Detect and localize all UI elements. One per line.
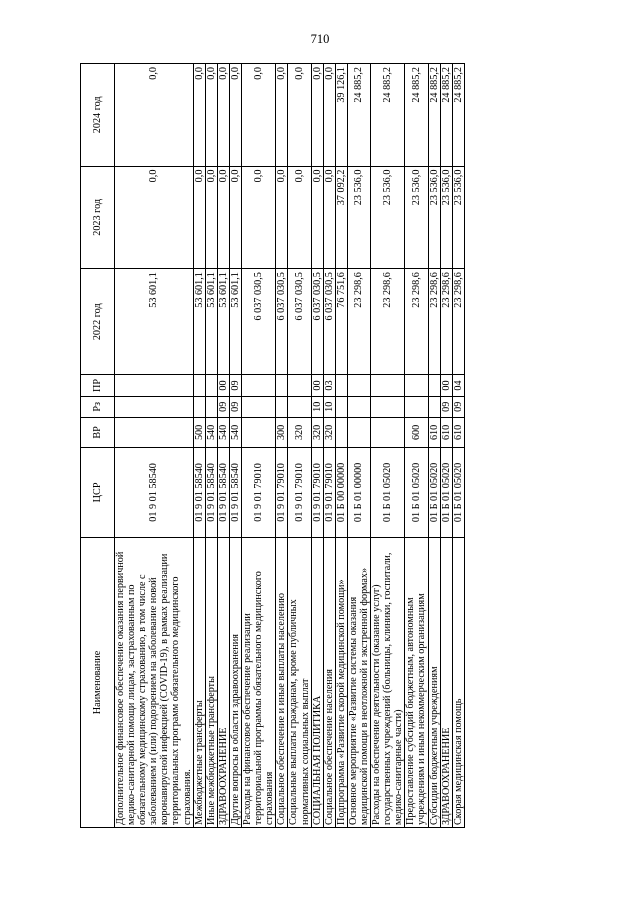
cell-name: Межбюджетные трансферты: [193, 537, 205, 827]
cell-pr: 00: [217, 375, 229, 396]
cell-rz: [276, 396, 288, 417]
cell-csr: 01 9 01 58540: [205, 447, 217, 537]
cell-2023: 23 536,0: [347, 166, 370, 269]
cell-2024: 0,0: [229, 64, 241, 167]
cell-name: Предоставление субсидий бюджетным, автономным учреждениям и иным некоммерческим организациям: [405, 537, 428, 827]
cell-vr: [347, 417, 370, 447]
cell-2024: 0,0: [288, 64, 311, 167]
cell-rz: [193, 396, 205, 417]
cell-2023: 0,0: [217, 166, 229, 269]
cell-pr: [428, 375, 440, 396]
cell-csr: 01 9 01 79010: [288, 447, 311, 537]
cell-rz: [335, 396, 347, 417]
cell-2024: 24 885,2: [428, 64, 440, 167]
cell-csr: 01 Б 01 00000: [347, 447, 370, 537]
cell-pr: 04: [452, 375, 464, 396]
cell-2023: 0,0: [276, 166, 288, 269]
cell-csr: 01 Б 01 05020: [452, 447, 464, 537]
table-row: [193, 64, 205, 828]
cell-pr: [371, 375, 405, 396]
cell-pr: 00: [311, 375, 323, 396]
page-number: 710: [310, 32, 330, 46]
cell-vr: [242, 417, 276, 447]
cell-vr: 320: [311, 417, 323, 447]
table-row: [276, 64, 288, 828]
cell-csr: 01 9 01 58540: [115, 447, 194, 537]
cell-2024: 24 885,2: [371, 64, 405, 167]
cell-2024: 24 885,2: [452, 64, 464, 167]
header-vr: ВР: [81, 417, 115, 447]
cell-2023: 0,0: [115, 166, 194, 269]
cell-2024: 0,0: [311, 64, 323, 167]
cell-vr: 610: [452, 417, 464, 447]
budget-table: [80, 63, 465, 828]
cell-2022: 53 601,1: [205, 269, 217, 375]
table-row: [311, 64, 323, 828]
cell-2022: 6 037 030,5: [288, 269, 311, 375]
cell-csr: 01 Б 01 05020: [440, 447, 452, 537]
cell-2024: 0,0: [323, 64, 335, 167]
cell-csr: 01 Б 00 00000: [335, 447, 347, 537]
cell-vr: 540: [205, 417, 217, 447]
header-year-2023: 2023 год: [81, 166, 115, 269]
cell-2022: 23 298,6: [428, 269, 440, 375]
cell-2024: 0,0: [242, 64, 276, 167]
header-year-2022: 2022 год: [81, 269, 115, 375]
cell-pr: 03: [323, 375, 335, 396]
cell-pr: 09: [229, 375, 241, 396]
cell-rz: [205, 396, 217, 417]
cell-name: Социальное обеспечение и иные выплаты населению: [276, 537, 288, 827]
table-row: [229, 64, 241, 828]
cell-name: Социальные выплаты гражданам, кроме публичных нормативных социальных выплат: [288, 537, 311, 827]
header-rz: Рз: [81, 396, 115, 417]
cell-2022: 53 601,1: [193, 269, 205, 375]
cell-2022: 23 298,6: [347, 269, 370, 375]
header-name: Наименование: [81, 537, 115, 827]
cell-pr: [193, 375, 205, 396]
cell-rz: [405, 396, 428, 417]
cell-2024: 24 885,2: [405, 64, 428, 167]
cell-2023: 0,0: [242, 166, 276, 269]
cell-name: ЗДРАВООХРАНЕНИЕ: [217, 537, 229, 827]
cell-vr: 540: [229, 417, 241, 447]
cell-vr: 500: [193, 417, 205, 447]
cell-2023: 0,0: [229, 166, 241, 269]
cell-2022: 23 298,6: [440, 269, 452, 375]
cell-2022: 6 037 030,5: [323, 269, 335, 375]
table-row: [428, 64, 440, 828]
cell-2024: 24 885,2: [440, 64, 452, 167]
table-row: [205, 64, 217, 828]
table-row: [115, 64, 194, 828]
cell-2022: 76 751,6: [335, 269, 347, 375]
rotated-page-content: [80, 63, 562, 828]
cell-2023: 23 536,0: [405, 166, 428, 269]
cell-2024: 0,0: [205, 64, 217, 167]
cell-name: Дополнительное финансовое обеспечение оказания первичной медико-санитарной помощи лицам, застрахованным по обязательному медицинскому страхованию, в том числе с заболеванием и (или) подозрением на заболевание новой коронавирусной инфекцией (COVID-19), в рамках реализации территориальных программ обязательного медицинского страхования.: [115, 537, 194, 827]
cell-2024: 0,0: [276, 64, 288, 167]
cell-csr: 01 9 01 79010: [242, 447, 276, 537]
cell-name: Другие вопросы в области здравоохранения: [229, 537, 241, 827]
cell-2022: 53 601,1: [217, 269, 229, 375]
cell-name: Расходы на обеспечение деятельности (оказание услуг) государственных учреждений (больницы, клиники, госпитали, медико-санитарные части): [371, 537, 405, 827]
cell-name: Подпрограмма «Развитие скорой медицинской помощи»: [335, 537, 347, 827]
cell-2022: 23 298,6: [371, 269, 405, 375]
cell-2022: 6 037 030,5: [276, 269, 288, 375]
cell-pr: [115, 375, 194, 396]
cell-pr: [205, 375, 217, 396]
cell-2022: 6 037 030,5: [242, 269, 276, 375]
cell-2022: 53 601,1: [115, 269, 194, 375]
cell-2023: 0,0: [288, 166, 311, 269]
cell-name: Скорая медицинская помощь: [452, 537, 464, 827]
cell-csr: 01 9 01 79010: [311, 447, 323, 537]
cell-csr: 01 9 01 79010: [276, 447, 288, 537]
cell-pr: [347, 375, 370, 396]
cell-rz: 10: [323, 396, 335, 417]
cell-rz: 09: [217, 396, 229, 417]
cell-2023: 0,0: [205, 166, 217, 269]
cell-rz: 09: [452, 396, 464, 417]
cell-csr: 01 Б 01 05020: [405, 447, 428, 537]
cell-2023: 23 536,0: [428, 166, 440, 269]
cell-csr: 01 9 01 58540: [193, 447, 205, 537]
cell-csr: 01 9 01 58540: [229, 447, 241, 537]
cell-vr: 320: [323, 417, 335, 447]
cell-rz: 10: [311, 396, 323, 417]
cell-pr: [288, 375, 311, 396]
cell-2022: 23 298,6: [452, 269, 464, 375]
table-header-row: [81, 64, 115, 828]
cell-vr: 600: [405, 417, 428, 447]
cell-csr: 01 9 01 58540: [217, 447, 229, 537]
cell-name: Социальное обеспечение населения: [323, 537, 335, 827]
cell-vr: 610: [440, 417, 452, 447]
cell-name: Основное мероприятие «Развитие системы оказания медицинской помощи в неотложной и экстренной формах»: [347, 537, 370, 827]
header-csr: ЦСР: [81, 447, 115, 537]
table-row: [335, 64, 347, 828]
cell-vr: [115, 417, 194, 447]
cell-vr: 610: [428, 417, 440, 447]
table-row: [440, 64, 452, 828]
cell-2024: 0,0: [193, 64, 205, 167]
cell-2024: 0,0: [115, 64, 194, 167]
cell-2024: 24 885,2: [347, 64, 370, 167]
cell-vr: [335, 417, 347, 447]
cell-name: Расходы на финансовое обеспечение реализации территориальной программы обязательного медицинского страхования: [242, 537, 276, 827]
cell-2024: 39 126,1: [335, 64, 347, 167]
cell-name: СОЦИАЛЬНАЯ ПОЛИТИКА: [311, 537, 323, 827]
cell-csr: 01 Б 01 05020: [428, 447, 440, 537]
table-row: [217, 64, 229, 828]
cell-2022: 53 601,1: [229, 269, 241, 375]
table-row: [452, 64, 464, 828]
cell-vr: 300: [276, 417, 288, 447]
table-row: [288, 64, 311, 828]
cell-rz: [242, 396, 276, 417]
table-row: [371, 64, 405, 828]
cell-vr: [371, 417, 405, 447]
cell-vr: 320: [288, 417, 311, 447]
cell-pr: [405, 375, 428, 396]
cell-2023: 23 536,0: [452, 166, 464, 269]
cell-pr: 00: [440, 375, 452, 396]
cell-pr: [242, 375, 276, 396]
cell-pr: [335, 375, 347, 396]
cell-vr: 540: [217, 417, 229, 447]
cell-name: ЗДРАВООХРАНЕНИЕ: [440, 537, 452, 827]
cell-pr: [276, 375, 288, 396]
cell-rz: [288, 396, 311, 417]
cell-2023: 23 536,0: [440, 166, 452, 269]
cell-rz: 09: [440, 396, 452, 417]
cell-2022: 6 037 030,5: [311, 269, 323, 375]
header-year-2024: 2024 год: [81, 64, 115, 167]
cell-rz: [115, 396, 194, 417]
cell-name: Иные межбюджетные трансферты: [205, 537, 217, 827]
cell-2024: 0,0: [217, 64, 229, 167]
header-pr: ПР: [81, 375, 115, 396]
cell-2023: 0,0: [311, 166, 323, 269]
table-row: [405, 64, 428, 828]
cell-rz: [347, 396, 370, 417]
cell-2023: 0,0: [323, 166, 335, 269]
cell-rz: [428, 396, 440, 417]
table-row: [242, 64, 276, 828]
cell-csr: 01 9 01 79010: [323, 447, 335, 537]
cell-2023: 23 536,0: [371, 166, 405, 269]
cell-2023: 37 092,2: [335, 166, 347, 269]
cell-rz: [371, 396, 405, 417]
cell-2022: 23 298,6: [405, 269, 428, 375]
cell-csr: 01 Б 01 05020: [371, 447, 405, 537]
cell-name: Субсидии бюджетным учреждениям: [428, 537, 440, 827]
table-row: [347, 64, 370, 828]
table-row: [323, 64, 335, 828]
cell-rz: 09: [229, 396, 241, 417]
cell-2023: 0,0: [193, 166, 205, 269]
